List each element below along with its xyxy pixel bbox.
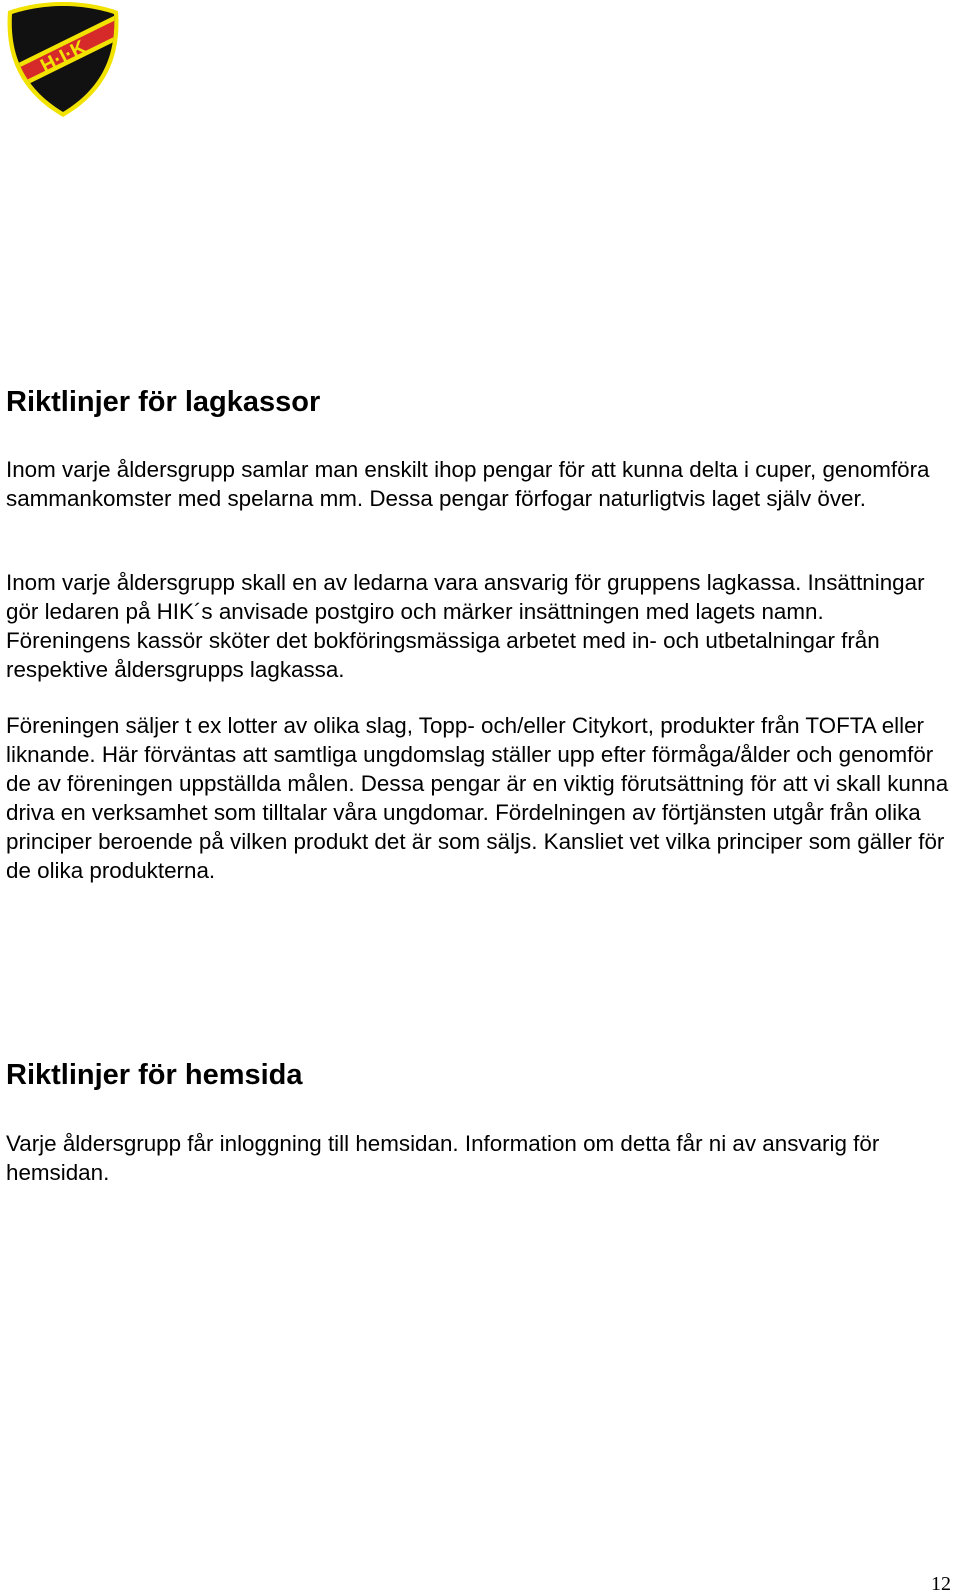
svg-text:H·I·K: H·I·K [37, 36, 90, 78]
paragraph: Varje åldersgrupp får inloggning till hemsidan. Information om detta får ni av ansvarig för hemsidan. [6, 1131, 880, 1185]
paragraph: Inom varje åldersgrupp skall en av ledarna vara ansvarig för gruppens lagkassa. Insättningar gör ledaren på HIK´s anvisade postgiro och märker insättningen med lagets namn. Föreningens kassör sköter det bokföringsmässiga arbetet med in- och utbetalningar från respektive åldersgrupps lagkassa. [6, 570, 925, 682]
hik-shield-icon [4, 0, 122, 118]
section-heading-lagkassor: Riktlinjer för lagkassor [6, 386, 321, 418]
paragraph: Föreningen säljer t ex lotter av olika slag, Topp- och/eller Citykort, produkter från TOFTA eller liknande. Här förväntas att samtliga ungdomslag ställer upp efter förmåga/ålder och genomför de av föreningen uppställda målen. Dessa pengar är en viktig förutsättning för att vi skall kunna driva en verksamhet som tilltalar våra ungdomar. Fördelningen av förtjänsten utgår från olika principer beroende på vilken produkt det är som säljs. Kansliet vet vilka principer som gäller för de olika produkterna. [6, 713, 949, 883]
club-logo [4, 0, 122, 118]
paragraph: Inom varje åldersgrupp samlar man enskilt ihop pengar för att kunna delta i cuper, genomföra sammankomster med spelarna mm. Dessa pengar förfogar naturligtvis laget själv över. [6, 457, 930, 511]
page-number: 12 [931, 1573, 951, 1595]
section-heading-hemsida: Riktlinjer för hemsida [6, 1059, 303, 1091]
